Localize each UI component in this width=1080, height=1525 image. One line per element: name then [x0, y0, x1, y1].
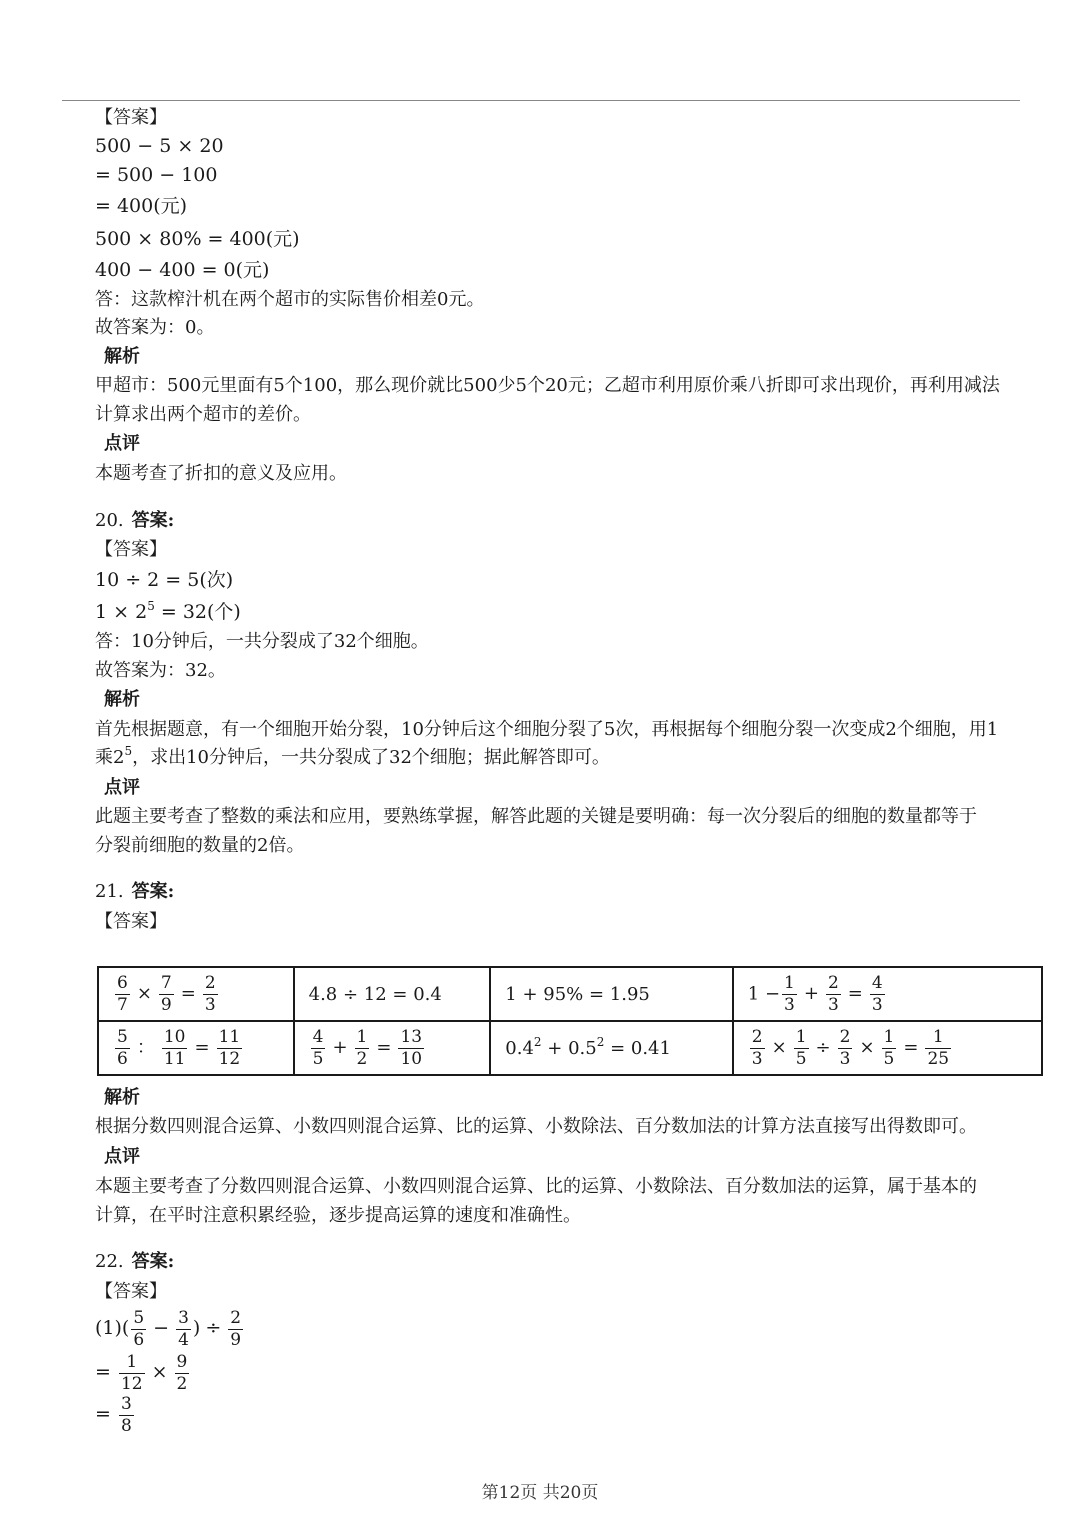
denominator: 7	[117, 994, 128, 1015]
final-answer: 故答案为：32。	[95, 660, 226, 681]
question-heading-21	[95, 880, 174, 904]
comment-heading: 点评	[104, 433, 140, 454]
table-cell: 1 + 95% = 1.95	[490, 967, 733, 1021]
comment-text: 此题主要考查了整数的乘法和应用，要熟练掌握，解答此题的关键是要明确：每一次分裂后的细胞的数量都等于	[95, 806, 977, 827]
page-footer: 第12页 共20页	[481, 1483, 599, 1503]
numerator: 9	[176, 1351, 188, 1372]
denominator: 9	[230, 1329, 242, 1350]
fraction	[398, 1026, 424, 1069]
operator: =	[180, 983, 196, 1004]
numerator: 1	[932, 1026, 944, 1047]
table-cell	[98, 1021, 294, 1075]
table-cell	[98, 967, 294, 1021]
fraction	[217, 1026, 243, 1069]
operator: +	[803, 983, 819, 1004]
fraction	[750, 1026, 765, 1069]
numerator: 2	[751, 1026, 763, 1047]
denominator: 2	[356, 1048, 368, 1069]
numerator: 10	[163, 1026, 186, 1047]
denominator: 3	[751, 1048, 763, 1069]
numerator: 7	[160, 972, 172, 993]
denominator: 2	[176, 1373, 188, 1394]
operator: ÷	[815, 1037, 831, 1058]
numerator: 4	[871, 972, 883, 993]
denominator: 9	[160, 994, 172, 1015]
denominator: 25	[927, 1048, 950, 1069]
numerator: 2	[827, 972, 839, 993]
comment-heading: 点评	[104, 1146, 140, 1167]
fraction	[115, 972, 130, 1015]
numerator: 11	[218, 1026, 241, 1047]
numerator: 1	[356, 1026, 368, 1047]
math-line: 400 − 400 = 0(元)	[95, 259, 270, 281]
fraction	[159, 972, 174, 1015]
question-title: 答案:	[131, 1251, 175, 1272]
operator: +	[332, 1037, 348, 1058]
fraction	[311, 1026, 326, 1069]
answer-statement: 答：这款榨汁机在两个超市的实际售价相差0元。	[95, 289, 485, 310]
analysis-text: 计算求出两个超市的差价。	[95, 404, 311, 425]
numerator: 1	[795, 1026, 807, 1047]
text-part: ，求出10分钟后，一共分裂成了32个细胞；据此解答即可。	[132, 747, 610, 768]
fraction	[115, 1026, 130, 1069]
numerator: 1	[784, 972, 795, 993]
fraction	[228, 1307, 243, 1350]
denominator: 12	[218, 1048, 241, 1069]
numerator: 5	[117, 1026, 128, 1047]
fraction	[925, 1026, 951, 1069]
question-number: 22.	[95, 1251, 124, 1272]
math-part: 1 × 2	[95, 601, 148, 623]
fraction	[838, 1026, 853, 1069]
operator: =	[194, 1037, 210, 1058]
numerator: 1	[883, 1026, 895, 1047]
fraction	[162, 1026, 188, 1069]
analysis-text: 甲超市：500元里面有5个100，那么现价就比500少5个20元；乙超市利用原价乘八折即可求出现价，再利用减法	[95, 375, 1000, 396]
denominator: 11	[163, 1048, 186, 1069]
denominator: 3	[204, 994, 216, 1015]
exponent: 5	[124, 744, 133, 758]
final-answer: 故答案为：0。	[95, 317, 215, 338]
answer-tag: 【答案】	[95, 1281, 167, 1302]
fraction	[203, 972, 218, 1015]
numerator: 3	[178, 1307, 189, 1328]
denominator: 10	[400, 1048, 423, 1069]
operator: =	[95, 1403, 111, 1425]
denominator: 12	[120, 1373, 143, 1394]
question-title: 答案:	[131, 881, 175, 902]
math-step	[95, 1350, 191, 1394]
exponent: 2	[533, 1034, 542, 1049]
denominator: 5	[883, 1048, 895, 1069]
calculation-table	[97, 966, 1043, 1076]
text-part: 乘2	[95, 747, 125, 768]
comment-text: 计算，在平时注意积累经验，逐步提高运算的速度和准确性。	[95, 1205, 581, 1226]
answer-tag: 【答案】	[95, 911, 167, 932]
fraction	[794, 1026, 809, 1069]
math-line: 500 × 80% = 400(元)	[95, 228, 300, 250]
exponent: 2	[596, 1034, 605, 1049]
table-cell	[733, 967, 1042, 1021]
table-row	[98, 967, 1042, 1021]
math-line	[95, 600, 241, 624]
operator: ×	[771, 1037, 787, 1058]
question-heading-22	[95, 1250, 174, 1274]
math-line: 500 − 5 × 20	[95, 135, 224, 157]
analysis-heading: 解析	[104, 689, 140, 710]
math-part: = 0.41	[604, 1037, 671, 1059]
fraction	[782, 972, 797, 1015]
comment-text: 本题主要考查了分数四则混合运算、小数四则混合运算、比的运算、小数除法、百分数加法的运算，属于基本的	[95, 1176, 977, 1197]
math-part: = 32(个)	[154, 601, 241, 623]
analysis-text	[95, 746, 610, 770]
denominator: 8	[120, 1415, 132, 1436]
fraction	[870, 972, 885, 1015]
fraction	[882, 1026, 897, 1069]
analysis-heading: 解析	[104, 346, 140, 367]
math-part: 0.4	[505, 1037, 534, 1059]
operator: ×	[136, 983, 152, 1004]
math-step	[95, 1306, 245, 1350]
question-number: 20.	[95, 510, 124, 531]
fraction	[176, 1307, 191, 1350]
operator: =	[376, 1037, 392, 1058]
math-line: = 500 − 100	[95, 164, 218, 186]
math-step	[95, 1392, 136, 1436]
numerator: 5	[133, 1307, 145, 1328]
math-line: = 400(元)	[95, 195, 188, 217]
fraction	[119, 1351, 145, 1394]
operator: =	[903, 1037, 919, 1058]
fraction	[131, 1307, 146, 1350]
header-rule	[62, 100, 1020, 101]
numerator: 2	[204, 972, 216, 993]
answer-tag: 【答案】	[95, 539, 167, 560]
denominator: 5	[795, 1048, 807, 1069]
operator: ×	[151, 1361, 168, 1383]
numerator: 6	[117, 972, 128, 993]
answer-statement: 答：10分钟后，一共分裂成了32个细胞。	[95, 631, 429, 652]
fraction	[175, 1351, 190, 1394]
comment-text: 分裂前细胞的数量的2倍。	[95, 835, 305, 856]
math-part: (1)(	[95, 1317, 130, 1339]
math-part: )	[192, 1317, 201, 1339]
fraction	[355, 1026, 370, 1069]
question-heading-20	[95, 509, 174, 533]
analysis-text: 首先根据题意，有一个细胞开始分裂，10分钟后这个细胞分裂了5次，再根据每个细胞分裂一次变成2个细胞，用1	[95, 719, 999, 740]
operator: =	[95, 1361, 111, 1383]
numerator: 2	[230, 1307, 242, 1328]
question-number: 21.	[95, 881, 124, 902]
table-cell: 4.8 ÷ 12 = 0.4	[294, 967, 491, 1021]
numerator: 3	[120, 1393, 132, 1414]
numerator: 4	[312, 1026, 324, 1047]
denominator: 6	[117, 1048, 128, 1069]
table-cell	[294, 1021, 491, 1075]
table-cell	[733, 1021, 1042, 1075]
operator: =	[847, 983, 863, 1004]
table-cell	[490, 1021, 733, 1075]
operator: ×	[859, 1037, 875, 1058]
operator: ÷	[205, 1317, 222, 1339]
exponent: 5	[147, 599, 155, 613]
denominator: 3	[871, 994, 883, 1015]
denominator: 4	[178, 1329, 189, 1350]
comment-text: 本题考查了折扣的意义及应用。	[95, 463, 347, 484]
fraction	[826, 972, 841, 1015]
denominator: 3	[839, 1048, 851, 1069]
numerator: 1	[126, 1351, 138, 1372]
math-line: 10 ÷ 2 = 5(次)	[95, 569, 234, 591]
question-title: 答案:	[131, 510, 175, 531]
analysis-heading: 解析	[104, 1087, 140, 1108]
analysis-text: 根据分数四则混合运算、小数四则混合运算、比的运算、小数除法、百分数加法的计算方法直接写出得数即可。	[95, 1116, 977, 1137]
numerator: 2	[839, 1026, 851, 1047]
fraction	[119, 1393, 134, 1436]
math-part: 1 −	[747, 983, 781, 1004]
operator: ：	[136, 1037, 155, 1058]
denominator: 3	[827, 994, 839, 1015]
comment-heading: 点评	[104, 777, 140, 798]
math-part: + 0.5	[541, 1037, 597, 1059]
denominator: 5	[312, 1048, 324, 1069]
denominator: 6	[133, 1329, 145, 1350]
denominator: 3	[784, 994, 795, 1015]
answer-tag: 【答案】	[95, 107, 167, 128]
table-row	[98, 1021, 1042, 1075]
operator: −	[153, 1317, 170, 1339]
numerator: 13	[400, 1026, 423, 1047]
